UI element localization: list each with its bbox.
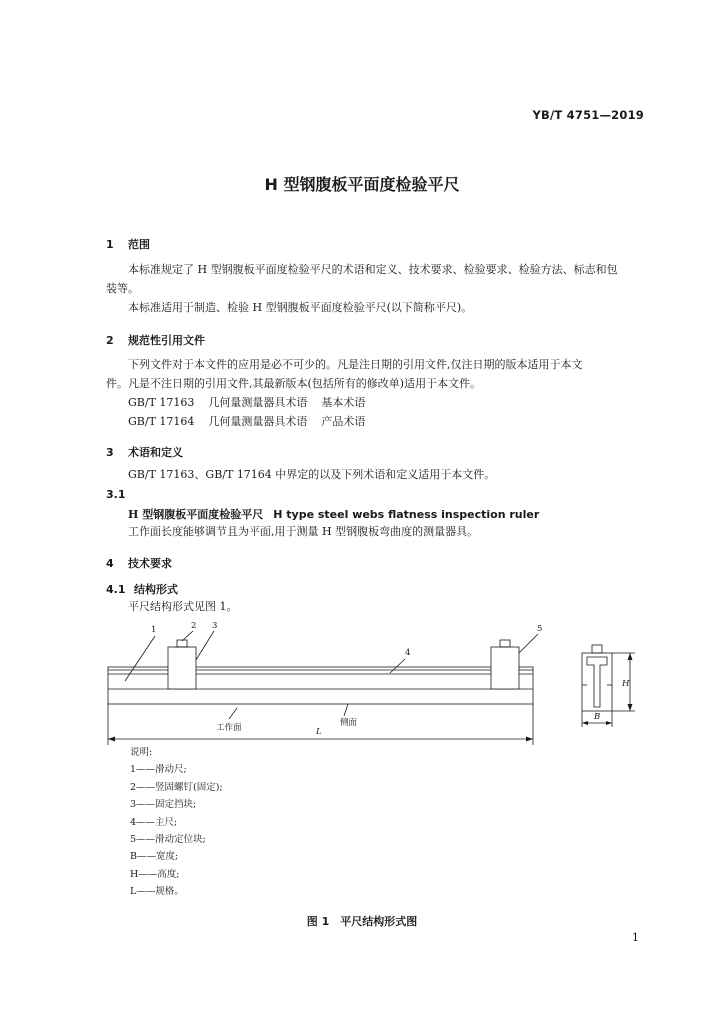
- legend-item: B——宽度;: [130, 851, 179, 863]
- subsection-4-1-number: 4.1: [106, 583, 126, 596]
- document-title: H 型钢腹板平面度检验平尺: [264, 175, 460, 194]
- reference-item: [128, 412, 365, 431]
- term-definition: 工作面长度能够调节且为平面,用于测量 H 型钢腹板弯曲度的测量器具。: [128, 525, 479, 538]
- legend-item: H——高度;: [130, 868, 180, 880]
- dimension-B-arrow-left: [582, 721, 588, 725]
- callout-3: 3: [212, 621, 218, 631]
- reference-title: 几何量测量器具术语: [208, 396, 308, 409]
- leader-line-2: [182, 631, 193, 641]
- subsection-3-1-number: 3.1: [106, 488, 126, 501]
- section-1-number: 1: [106, 238, 114, 251]
- figure-legend: [130, 744, 223, 901]
- section-1-para-2: 本标准适用于制造、检验 H 型钢腹板平面度检验平尺(以下简称平尺)。: [128, 301, 473, 314]
- term-entry: [128, 506, 539, 522]
- label-L: L: [316, 727, 322, 737]
- dimension-L-arrow-right: [526, 737, 533, 742]
- leader-line-side-face: [344, 704, 348, 716]
- standard-code: YB/T 4751—2019: [532, 108, 644, 122]
- leader-line-3: [196, 631, 214, 660]
- leader-line-5: [519, 634, 538, 653]
- reference-subtitle: 产品术语: [321, 415, 366, 428]
- reference-code: GB/T 17164: [128, 415, 195, 428]
- legend-item: 4——主尺;: [130, 816, 178, 828]
- leader-line-work-face: [229, 708, 237, 719]
- section-view-t-profile: [587, 657, 607, 707]
- legend-item: 3——固定挡块;: [130, 799, 197, 811]
- reference-title: 几何量测量器具术语: [208, 415, 308, 428]
- sliding-positioning-block: [491, 647, 519, 689]
- callout-4: 4: [405, 648, 411, 658]
- section-4-heading: [106, 555, 172, 571]
- figure-1-drawing: [0, 615, 724, 755]
- section-1-heading: [106, 236, 150, 252]
- section-2-number: 2: [106, 334, 114, 347]
- figure-caption: 图 1 平尺结构形式图: [306, 915, 418, 928]
- callout-2: 2: [191, 621, 197, 631]
- dimension-L-arrow-left: [108, 737, 115, 742]
- sliding-block-screw: [500, 640, 510, 647]
- section-2-title: 规范性引用文件: [128, 334, 205, 347]
- section-3-heading: [106, 444, 183, 460]
- section-4-title: 技术要求: [128, 557, 172, 570]
- subsection-4-1-text: 平尺结构形式见图 1。: [128, 600, 238, 613]
- legend-title: 说明:: [130, 747, 153, 758]
- legend-item: 1——滑动尺;: [130, 764, 187, 776]
- section-2-para-line-1: 下列文件对于本文件的应用是必不可少的。凡是注日期的引用文件,仅注日期的版本适用于本文: [128, 358, 583, 371]
- dimension-H-arrow-bottom: [628, 704, 633, 711]
- label-side-face: 侧面: [340, 718, 358, 728]
- subsection-4-1-title: 结构形式: [134, 583, 178, 596]
- reference-item: [128, 393, 365, 412]
- reference-subtitle: 基本术语: [321, 396, 366, 409]
- section-3-number: 3: [106, 446, 114, 459]
- section-1-para-1-line-1: 本标准规定了 H 型钢腹板平面度检验平尺的术语和定义、技术要求、检验要求、检验方法、标志和包: [128, 263, 618, 276]
- label-work-face: 工作面: [216, 723, 242, 733]
- dimension-H-arrow-top: [628, 653, 633, 660]
- legend-item: 5——滑动定位块;: [130, 834, 206, 846]
- section-view-screw: [592, 645, 602, 653]
- callout-1: 1: [151, 625, 157, 635]
- leader-line-4: [390, 659, 405, 673]
- section-2-heading: [106, 332, 205, 348]
- section-1-para-1-line-2: 装等。: [106, 282, 139, 295]
- section-3-para: GB/T 17163、GB/T 17164 中界定的以及下列术语和定义适用于本文件。: [128, 468, 496, 481]
- reference-code: GB/T 17163: [128, 396, 195, 409]
- section-3-title: 术语和定义: [128, 446, 183, 459]
- label-B: B: [594, 712, 601, 722]
- term-english: H type steel webs flatness inspection ruler: [273, 508, 540, 521]
- section-1-title: 范围: [128, 238, 150, 251]
- section-view-outline: [582, 653, 612, 711]
- section-4-number: 4: [106, 557, 114, 570]
- section-2-para-line-2: 件。凡是不注日期的引用文件,其最新版本(包括所有的修改单)适用于本文件。: [106, 377, 482, 390]
- dimension-B-arrow-right: [606, 721, 612, 725]
- legend-item: 2——竖固螺钉(固定);: [130, 781, 223, 793]
- legend-item: L——规格。: [130, 886, 184, 898]
- subsection-4-1-heading: [106, 581, 178, 597]
- fixing-screw: [177, 640, 187, 647]
- page-number: 1: [632, 931, 639, 944]
- term-chinese: H 型钢腹板平面度检验平尺: [128, 508, 264, 521]
- callout-5: 5: [537, 624, 543, 634]
- fixed-block: [168, 647, 196, 689]
- label-H: H: [622, 679, 630, 689]
